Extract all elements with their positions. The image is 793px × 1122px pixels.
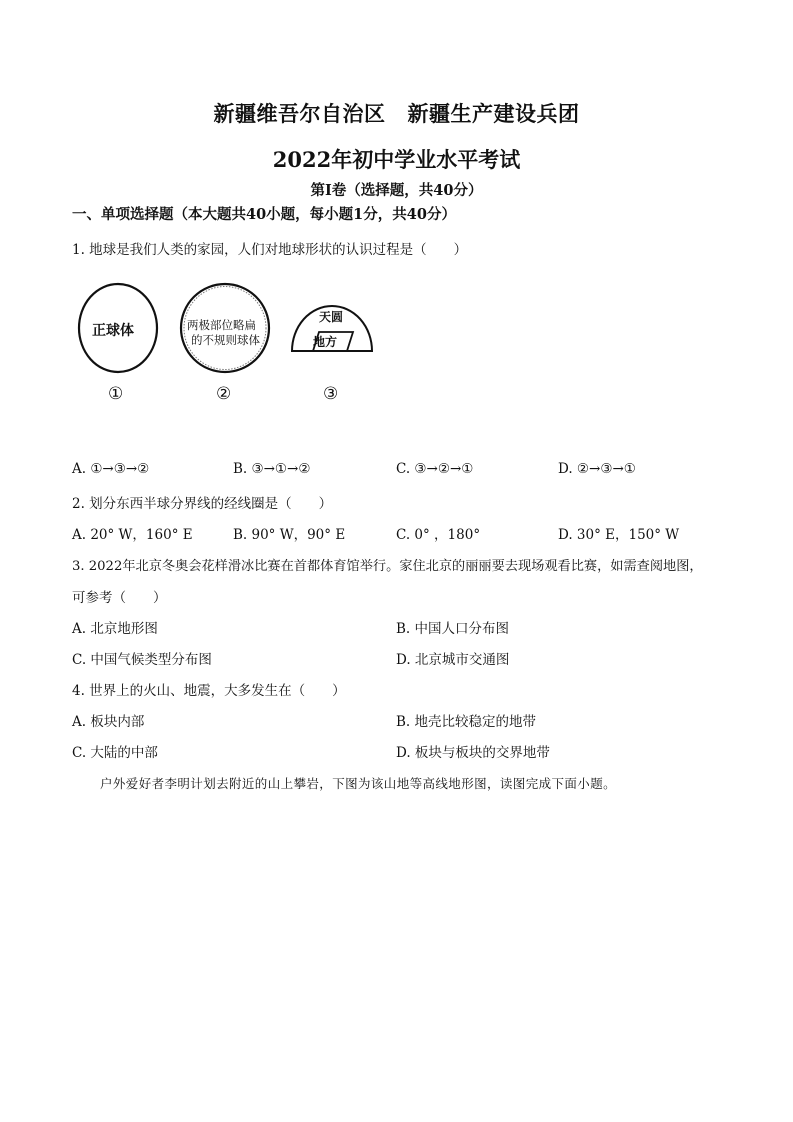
question-2-option-a[interactable]: A. 20° W，160° E bbox=[72, 527, 193, 543]
passage-intro: 户外爱好者李明计划去附近的山上攀岩，下图为该山地等高线地形图，读图完成下面小题。 bbox=[100, 776, 617, 791]
exam-subtitle: 2022年初中学业水平考试 bbox=[272, 147, 521, 172]
question-3-option-c[interactable]: C. 中国气候类型分布图 bbox=[72, 652, 212, 668]
question-2-option-d[interactable]: D. 30° E，150° W bbox=[558, 527, 680, 543]
question-1-option-a[interactable]: A. ①→③→② bbox=[72, 461, 150, 477]
question-3-option-d[interactable]: D. 北京城市交通图 bbox=[396, 652, 510, 668]
figure-3-top-text: 天圆 bbox=[319, 310, 344, 324]
question-4-stem: 4. 世界上的火山、地震，大多发生在（ ） bbox=[72, 683, 346, 699]
figure-2-label-text bbox=[187, 318, 260, 348]
figure-2-line-1: 两极部位略扁 bbox=[187, 318, 256, 332]
title-region-left: 新疆维吾尔自治区 bbox=[213, 101, 386, 126]
question-1-stem: 1. 地球是我们人类的家园，人们对地球形状的认识过程是（ ） bbox=[72, 242, 468, 258]
question-1-figure bbox=[70, 278, 390, 408]
exam-title-region bbox=[0, 98, 793, 128]
section-heading: 一、单项选择题（本大题共40小题，每小题1分，共40分） bbox=[72, 206, 456, 223]
question-1-option-d[interactable]: D. ②→③→① bbox=[558, 461, 636, 477]
question-4-option-b[interactable]: B. 地壳比较稳定的地带 bbox=[396, 714, 537, 730]
figure-1-number: ① bbox=[108, 384, 124, 404]
figure-2-line-2: 的不规则球体 bbox=[191, 333, 260, 347]
question-1-option-c[interactable]: C. ③→②→① bbox=[396, 461, 474, 477]
question-4-option-a[interactable]: A. 板块内部 bbox=[72, 714, 145, 730]
figure-2-number: ② bbox=[216, 384, 232, 404]
question-3-stem-line-2: 可参考（ ） bbox=[72, 590, 167, 606]
question-3-stem-line-1: 3. 2022年北京冬奥会花样滑冰比赛在首都体育馆举行。家住北京的丽丽要去现场观看比赛，如需查阅地图， bbox=[72, 559, 703, 574]
figure-1-label-text: 正球体 bbox=[92, 323, 134, 339]
question-2-option-c[interactable]: C. 0° ，180° bbox=[396, 527, 481, 543]
question-1-option-b[interactable]: B. ③→①→② bbox=[233, 461, 311, 477]
volume-heading: 第Ⅰ卷（选择题，共40分） bbox=[310, 182, 483, 199]
question-2-stem: 2. 划分东西半球分界线的经线圈是（ ） bbox=[72, 496, 333, 512]
question-3-option-a[interactable]: A. 北京地形图 bbox=[72, 621, 158, 637]
question-4-option-c[interactable]: C. 大陆的中部 bbox=[72, 745, 158, 761]
question-2-option-b[interactable]: B. 90° W，90° E bbox=[233, 527, 346, 543]
figure-3-number: ③ bbox=[323, 384, 339, 404]
question-4-option-d[interactable]: D. 板块与板块的交界地带 bbox=[396, 745, 550, 761]
figure-3-bottom-text: 地方 bbox=[313, 335, 338, 349]
question-3-option-b[interactable]: B. 中国人口分布图 bbox=[396, 621, 510, 637]
title-region-right: 新疆生产建设兵团 bbox=[407, 101, 580, 126]
